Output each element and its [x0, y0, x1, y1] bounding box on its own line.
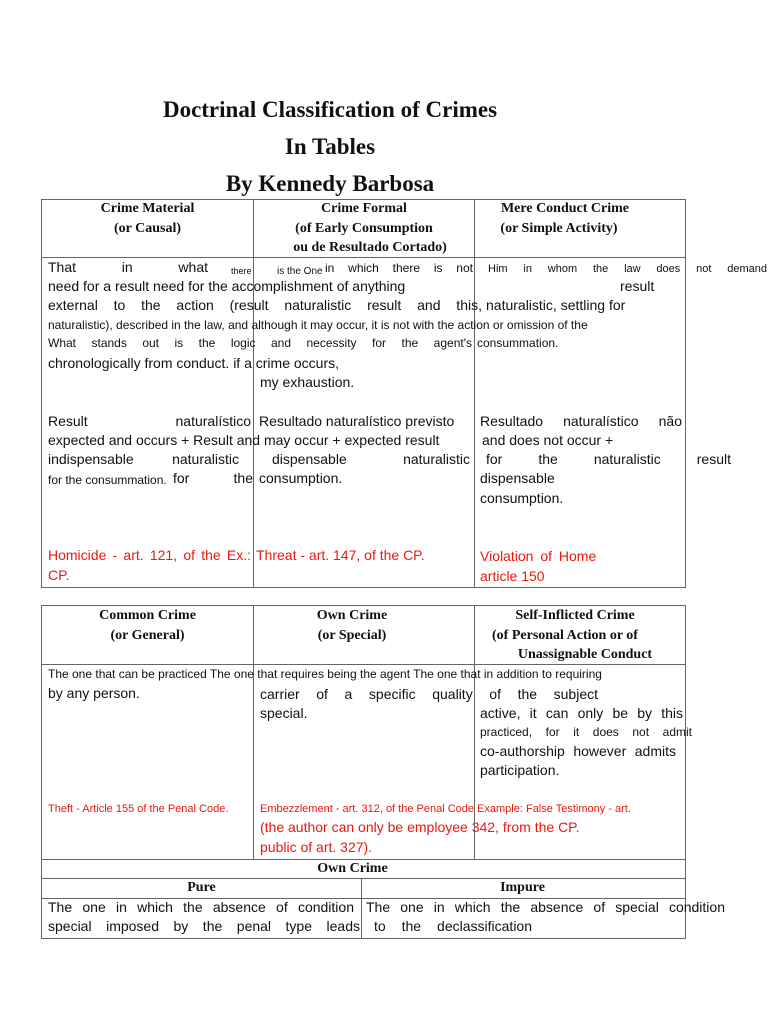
example-text: Violation of Home	[480, 548, 597, 564]
header-impure: Impure	[500, 880, 545, 895]
example-text: article 150	[480, 568, 545, 584]
concept-text: chronologically from conduct. if a crime occurs,	[48, 355, 339, 371]
example-text: (the author can only be employee 342, from the CP.	[260, 819, 580, 835]
concept-text: practiced, for it does not admit	[480, 725, 692, 739]
result-text: expected and occurs + Result and may occur + expected result	[48, 432, 440, 448]
concept-text: special.	[260, 705, 308, 721]
result-text: consumption.	[259, 470, 343, 486]
title-line-1: Doctrinal Classification of Crimes	[162, 97, 498, 122]
header-self-inflicted-crime: Self-Inflicted Crime (of Personal Action or of Unassignable Conduct	[492, 608, 653, 662]
impure-text: The one in which the absence of special condition	[366, 899, 725, 915]
example-text: Threat - art. 147, of the CP.	[256, 547, 425, 563]
concept-text: active, it can only be by this	[480, 705, 683, 721]
concept-text: carrier of a specific quality of the subject	[260, 686, 598, 702]
concept-text: result	[620, 278, 655, 294]
concept-text: participation.	[480, 762, 560, 778]
header-crime-material: Crime Material (or Causal)	[100, 201, 195, 236]
pure-text: special imposed by the penal type leads	[48, 918, 360, 934]
result-text: indispensable naturalistic	[48, 451, 239, 467]
title-line-3: By Kennedy Barbosa	[225, 171, 435, 196]
concept-text: co-authorship however admits	[480, 743, 676, 759]
result-text: for the consummation.	[48, 473, 167, 487]
result-text: Result naturalístico	[48, 413, 251, 429]
concept-text: Him in whom the law does not demand	[488, 263, 767, 275]
result-text: consumption.	[480, 490, 564, 506]
concept-text: my exhaustion.	[260, 374, 355, 390]
title-line-2: In Tables	[284, 134, 376, 159]
concept-text: That in what	[48, 259, 208, 275]
example-text: Embezzlement - art. 312, of the Penal Code Example: False Testimony - art.	[260, 803, 631, 815]
result-text: dispensable	[480, 470, 555, 486]
concept-text: naturalistic, settling for	[486, 297, 626, 313]
subheader-own-crime: Own Crime	[317, 861, 388, 876]
result-text: for the	[173, 470, 253, 486]
result-text: dispensable naturalistic	[272, 451, 470, 467]
concept-text: is the One	[277, 266, 323, 277]
document-title	[0, 91, 660, 202]
header-mere-conduct: Mere Conduct Crime (or Simple Activity)	[500, 201, 630, 236]
example-text: Homicide - art. 121, of the Ex.:	[48, 547, 251, 563]
header-own-crime: Own Crime (or Special)	[316, 608, 388, 643]
header-pure: Pure	[187, 880, 216, 895]
example-text: Theft - Article 155 of the Penal Code.	[48, 803, 229, 815]
header-common-crime: Common Crime (or General)	[99, 608, 196, 643]
concept-text: consummation.	[477, 336, 559, 350]
concept-text: What stands out is the logic and necessity for the agent's	[48, 336, 472, 350]
pure-text: The one in which the absence of condition	[48, 899, 354, 915]
impure-text: to the declassification	[374, 918, 532, 934]
concept-text: external to the action (result naturalistic result and this,	[48, 297, 482, 313]
concept-text: by any person.	[48, 685, 140, 701]
result-text: Resultado naturalístico previsto	[259, 413, 455, 429]
concept-text: in which there is not	[325, 261, 473, 275]
concept-text: need for a result need for the accomplishment of anything	[48, 278, 406, 294]
concept-text: naturalistic), described in the law, and although it may occur, it is not with the action or omission of the	[48, 318, 588, 332]
concept-text: The one that can be practiced The one that requires being the agent The one that in addition to requiring	[48, 667, 602, 681]
concept-text: there	[231, 266, 252, 276]
example-text: public of art. 327).	[260, 839, 373, 855]
result-text: and does not occur +	[482, 432, 614, 448]
header-crime-formal: Crime Formal (of Early Consumption ou de Resultado Cortado)	[293, 201, 447, 255]
result-text: for the naturalistic result	[486, 451, 731, 467]
example-text: CP.	[48, 567, 70, 583]
result-text: Resultado naturalístico não	[480, 413, 682, 429]
